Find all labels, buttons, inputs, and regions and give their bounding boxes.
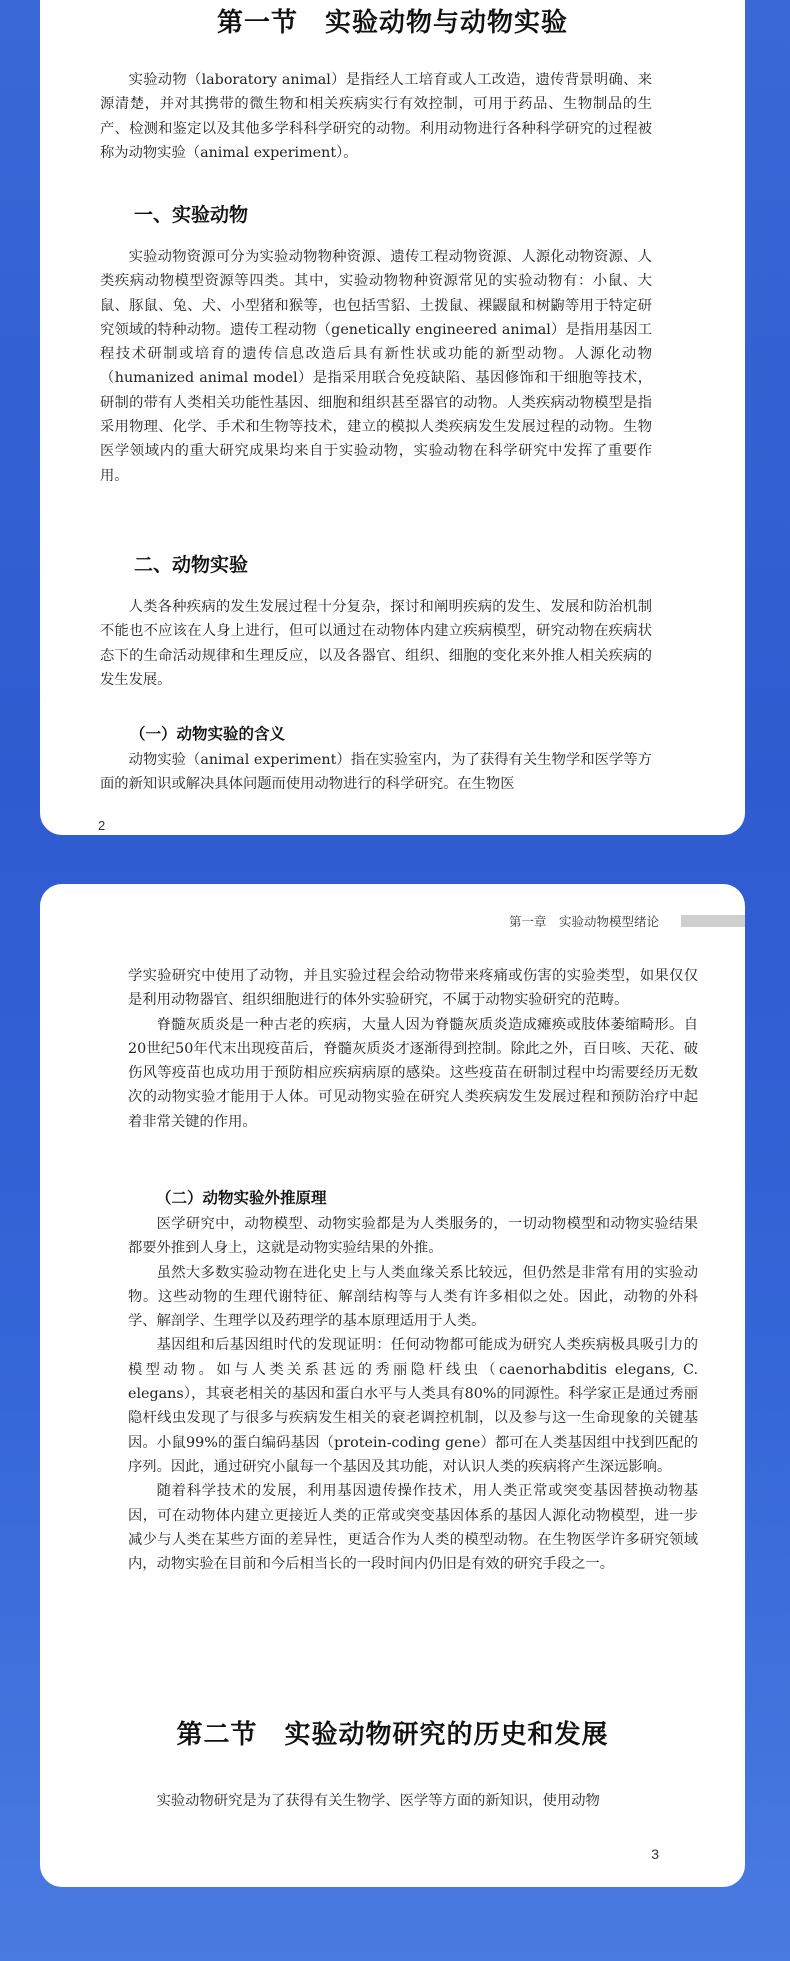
book-page-2 (40, 884, 745, 1887)
book-page-1 (40, 0, 745, 835)
page-body-extrapolation (128, 1212, 698, 1576)
heading-animal-experiments: 二、动物实验 (134, 554, 249, 576)
extrapolation-paragraph-3: 基因组和后基因组时代的发现证明：任何动物都可能成为研究人类疾病极具吸引力的模型动物。如与人类关系甚远的秀丽隐杆线虫（caenorhabditis elegans, C. elegans），其衰老相关的基因和蛋白水平与人类具有80%的同源性。科学家正是通过秀丽隐杆线虫发现了与很多与疾病发生相关的衰老调控机制，以及参与这一生命现象的关键基因。小鼠99%的蛋白编码基因（protein-coding gene）都可在人类基因组中找到匹配的序列。因此，通过研究小鼠每一个基因及其功能，对认识人类的疾病将产生深远影响。 (128, 1337, 698, 1475)
heading-laboratory-animals: 一、实验动物 (134, 204, 249, 226)
section2-paragraph: 实验动物研究是为了获得有关生物学、医学等方面的新知识，使用动物 (156, 1793, 600, 1809)
running-header: 第一章 实验动物模型绪论 (508, 914, 659, 929)
subheading-extrapolation-principle: （二）动物实验外推原理 (156, 1189, 327, 1207)
page-number: 2 (98, 818, 106, 833)
intro-paragraph: 实验动物（laboratory animal）是指经人工培育或人工改造，遗传背景明确、来源清楚，并对其携带的微生物和相关疾病实行有效控制，可用于药品、生物制品的生产、检测和鉴定以及其他多学科科学研究的动物。利用动物进行各种科学研究的过程被称为动物实验（animal experiment）。 (100, 72, 652, 161)
extrapolation-paragraph-2: 虽然大多数实验动物在进化史上与人类血缘关系比较远，但仍然是非常有用的实验动物。这些动物的生理代谢特征、解剖结构等与人类有许多相似之处。因此，动物的外科学、解剖学、生理学以及药理学的基本原理适用于人类。 (128, 1264, 698, 1330)
header-bar-decoration (681, 915, 745, 927)
laboratory-animals-paragraph: 实验动物资源可分为实验动物物种资源、遗传工程动物资源、人源化动物资源、人类疾病动物模型资源等四类。其中，实验动物物种资源常见的实验动物有：小鼠、大鼠、豚鼠、兔、犬、小型猪和猴等，也包括雪貂、土拨鼠、裸鼹鼠和树鼩等用于特定研究领域的特种动物。遗传工程动物（genetically engineered animal）是指用基因工程技术研制或培育的遗传信息改造后具有新性状或功能的新型动物。人源化动物（humanized animal model）是指采用联合免疫缺陷、基因修饰和干细胞等技术，研制的带有人类相关功能性基因、细胞和组织甚至器官的动物。人类疾病动物模型是指采用物理、化学、手术和生物等技术，建立的模拟人类疾病发生发展过程的动物。生物医学领域内的重大研究成果均来自于实验动物，实验动物在科学研究中发挥了重要作用。 (100, 249, 652, 484)
section-title-2: 第二节 实验动物研究的历史和发展 (176, 1720, 609, 1750)
page-number: 3 (651, 1846, 659, 1862)
page-body-top (128, 964, 698, 1134)
animal-experiments-paragraph: 人类各种疾病的发生发展过程十分复杂，探讨和阐明疾病的发生、发展和防治机制不能也不应该在人身上进行，但可以通过在动物体内建立疾病模型，研究动物在疾病状态下的生命活动规律和生理反应，以及各器官、组织、细胞的变化来外推人相关疾病的发生发展。 (100, 599, 652, 688)
extrapolation-paragraph-1: 医学研究中，动物模型、动物实验都是为人类服务的，一切动物模型和动物实验结果都要外推到人身上，这就是动物实验结果的外推。 (128, 1216, 698, 1257)
extrapolation-paragraph-4: 随着科学技术的发展，利用基因遗传操作技术，用人类正常或突变基因替换动物基因，可在动物体内建立更接近人类的正常或突变基因体系的基因人源化动物模型，进一步减少与人类在某些方面的差异性，更适合作为人类的模型动物。在生物医学许多研究领域内，动物实验在目前和今后相当长的一段时间内仍旧是有效的研究手段之一。 (128, 1483, 698, 1573)
experiment-meaning-paragraph: 动物实验（animal experiment）指在实验室内，为了获得有关生物学和医学等方面的新知识或解决具体问题而使用动物进行的科学研究。在生物医 (100, 752, 652, 793)
continuation-paragraph: 学实验研究中使用了动物，并且实验过程会给动物带来疼痛或伤害的实验类型，如果仅仅是利用动物器官、组织细胞进行的体外实验研究，不属于动物实验研究的范畴。 (128, 968, 698, 1009)
section-title: 第一节 实验动物与动物实验 (216, 8, 568, 38)
polio-paragraph: 脊髓灰质炎是一种古老的疾病，大量人因为脊髓灰质炎造成瘫痪或肢体萎缩畸形。自20世纪50年代末出现疫苗后，脊髓灰质炎才逐渐得到控制。除此之外，百日咳、天花、破伤风等疫苗也成功用于预防相应疾病病原的感染。这些疫苗在研制过程中均需要经历无数次的动物实验才能用于人体。可见动物实验在研究人类疾病发生发展过程和预防治疗中起着非常关键的作用。 (128, 1016, 698, 1130)
subheading-experiment-meaning: （一）动物实验的含义 (130, 725, 286, 743)
